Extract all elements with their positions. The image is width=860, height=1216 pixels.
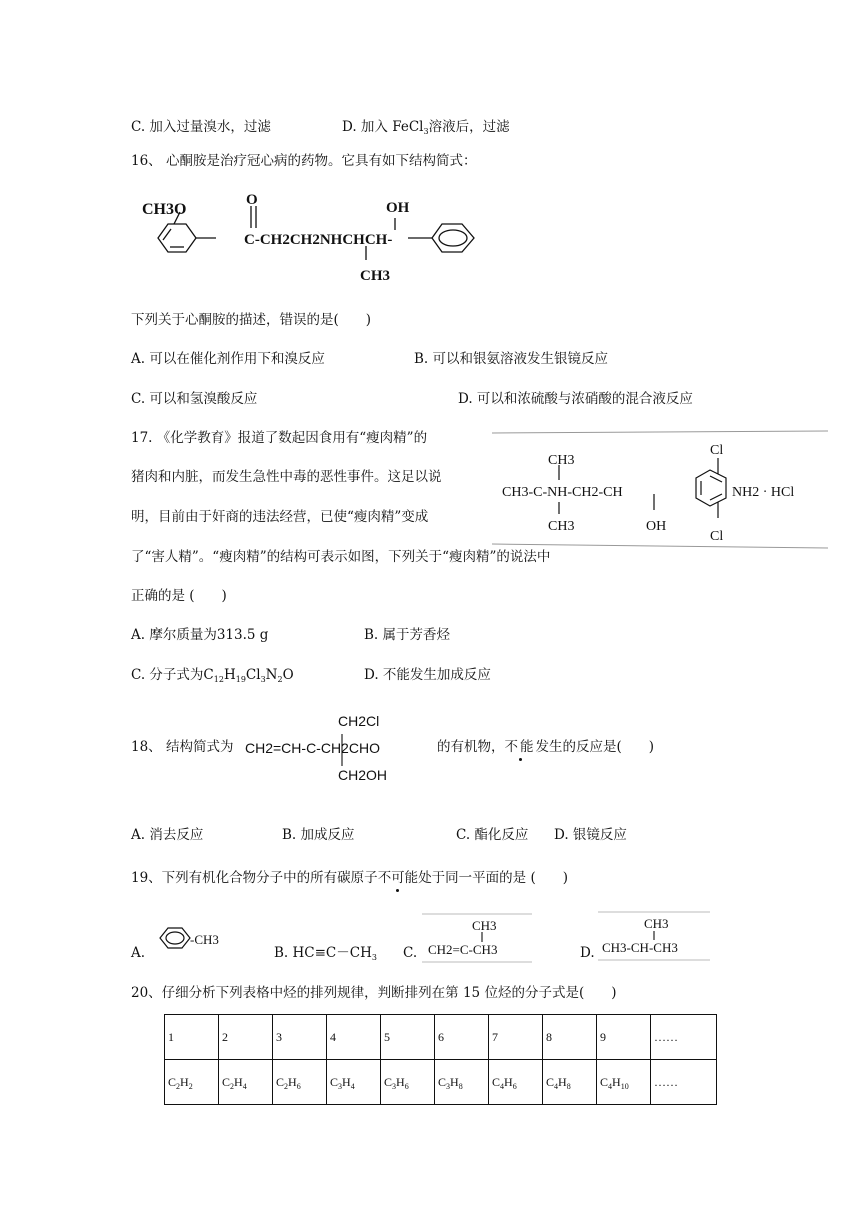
hydrocarbon-table	[164, 1014, 717, 1105]
table-cell: $C_3H_4$	[327, 1060, 381, 1105]
q20-stem: 20、仔细分析下列表格中烃的排列规律，判断排列在第 15 位烃的分子式是( )	[131, 985, 617, 1001]
q18-ch2cl-label: CH2Cl	[338, 713, 380, 729]
table-cell: $C_3H_6$	[381, 1060, 435, 1105]
table-cell: 1	[165, 1015, 219, 1060]
q17-stem-line4: 了“害人精”。“瘦肉精”的结构可表示如图，下列关于“瘦肉精”的说法中	[131, 549, 551, 565]
q17-main-chain-label: CH3-C-NH-CH2-CH	[502, 485, 623, 500]
q17-oh-label: OH	[646, 519, 667, 534]
table-cell: 8	[543, 1015, 597, 1060]
q17-stem-line1: 17. 《化学教育》报道了数起因食用有“瘦肉精”的	[131, 430, 428, 446]
q19-option-a-structure	[152, 922, 236, 956]
q18-emphasis: 不能	[504, 739, 536, 755]
table-cell: $C_4H_6$	[489, 1060, 543, 1105]
q16-structure-image	[140, 190, 500, 292]
q16-stem: 16、 心酮胺是治疗冠心病的药物。它具有如下结构简式：	[131, 153, 477, 169]
q16-option-d: D. 可以和浓硫酸与浓硝酸的混合液反应	[458, 391, 693, 407]
q19-stem: 19、下列有机化合物分子中的所有碳原子不可能处于同一平面的是 ( )	[131, 870, 569, 886]
q16-option-b: B. 可以和银氨溶液发生银镜反应	[414, 351, 609, 367]
q16-option-a: A. 可以在催化剂作用下和溴反应	[131, 351, 325, 367]
q19-option-d-label: D.	[580, 945, 595, 961]
table-cell: 7	[489, 1015, 543, 1060]
q19-toluene-ch3-label: -CH3	[190, 932, 219, 947]
q16-carbonyl-o-label: O	[246, 192, 258, 208]
q16-option-c: C. 可以和氢溴酸反应	[131, 391, 258, 407]
q17-stem-line2: 猪肉和内脏，而发生急性中毒的恶性事件。这足以说	[131, 469, 442, 485]
q19-d-main-label: CH3-CH-CH3	[602, 940, 678, 955]
q19-option-b: B. $HC\equiv C-CH_3$	[274, 945, 377, 962]
table-cell: $C_4H_8$	[543, 1060, 597, 1105]
q19-c-ch3-top-label: CH3	[472, 918, 497, 933]
q19-option-d-structure	[598, 910, 710, 962]
q19-d-ch3-top-label: CH3	[644, 916, 669, 931]
q18-ch2oh-label: CH2OH	[338, 767, 388, 783]
q17-option-c: C. 分子式为$C_{12}H_{19}Cl_3N_2O$	[131, 667, 294, 684]
q17-ch3-bottom-label: CH3	[548, 519, 575, 534]
table-cell: 2	[219, 1015, 273, 1060]
q17-structure-image	[492, 430, 828, 552]
q17-option-a: A. 摩尔质量为313.5 g	[131, 627, 269, 643]
table-cell: $C_3H_8$	[435, 1060, 489, 1105]
table-cell: $C_2H_4$	[219, 1060, 273, 1105]
q18-structure-image	[242, 708, 442, 786]
q17-cl-top-label: Cl	[710, 443, 724, 458]
q18-stem-suffix: 的有机物，不能发生的反应是( )	[437, 739, 655, 755]
q18-stem-prefix: 18、 结构简式为	[131, 739, 234, 755]
table-cell: 4	[327, 1015, 381, 1060]
table-cell: 6	[435, 1015, 489, 1060]
q17-option-b: B. 属于芳香烃	[364, 627, 451, 643]
table-cell: 5	[381, 1015, 435, 1060]
q16-ch3o-label: CH3O	[142, 201, 187, 218]
table-cell: 3	[273, 1015, 327, 1060]
table-cell: 9	[597, 1015, 651, 1060]
q17-stem-line5: 正确的是 ( )	[131, 588, 227, 604]
q16-ch3-label: CH3	[360, 268, 390, 284]
q17-nh2-hcl-label: NH2 · HCl	[732, 485, 795, 500]
q19-option-a-label: A.	[131, 945, 146, 961]
table-row-formula	[165, 1060, 717, 1105]
q17-ch3-top-label: CH3	[548, 453, 575, 468]
q18-option-c: C. 酯化反应	[456, 827, 529, 843]
table-cell: ……	[651, 1060, 717, 1105]
q16-oh-label: OH	[386, 200, 410, 216]
table-cell: $C_2H_2$	[165, 1060, 219, 1105]
q18-option-a: A. 消去反应	[131, 827, 204, 843]
table-row-index	[165, 1015, 717, 1060]
table-cell: ……	[651, 1015, 717, 1060]
q18-option-b: B. 加成反应	[282, 827, 355, 843]
q17-stem-line3: 明，目前由于奸商的违法经营，已使“瘦肉精”变成	[131, 509, 429, 525]
table-cell: $C_2H_6$	[273, 1060, 327, 1105]
table-cell: $C_4H_{10}$	[597, 1060, 651, 1105]
q15-option-c: C. 加入过量溴水，过滤	[131, 119, 271, 135]
q19-c-main-label: CH2=C-CH3	[428, 942, 498, 957]
q17-option-d: D. 不能发生加成反应	[364, 667, 491, 683]
q16-question: 下列关于心酮胺的描述，错误的是( )	[131, 312, 372, 328]
q17-cl-bottom-label: Cl	[710, 529, 724, 544]
q16-chain-label: C-CH2CH2NHCHCH-	[244, 232, 393, 248]
q18-main-chain-label: CH2=CH-C-CH2CHO	[245, 740, 380, 756]
q19-option-c-structure	[422, 912, 532, 964]
q19-option-c-label: C.	[403, 945, 418, 961]
q15-option-d: D. 加入 FeCl$_3$溶液后，过滤	[342, 119, 510, 136]
q18-option-d: D. 银镜反应	[554, 827, 627, 843]
